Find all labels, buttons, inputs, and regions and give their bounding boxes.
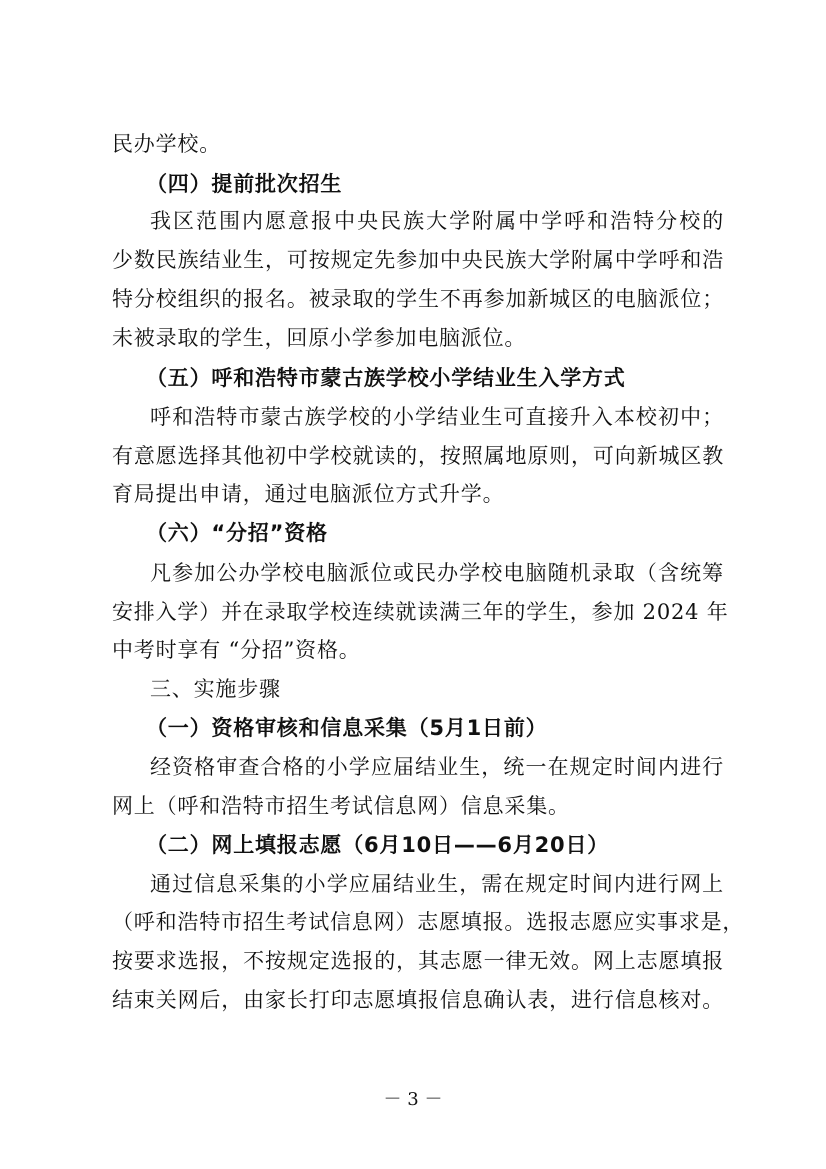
body-text-line: 民办学校。 xyxy=(112,132,221,156)
section-heading-4: （四）提前批次招生 xyxy=(146,172,343,196)
body-text-line: 特分校组织的报名。被录取的学生不再参加新城区的电脑派位； xyxy=(112,287,724,311)
body-text-line: 按要求选报，不按规定选报的，其志愿一律无效。网上志愿填报 xyxy=(112,949,724,973)
body-text-line: （呼和浩特市招生考试信息网）志愿填报。选报志愿应实事求是， xyxy=(112,910,745,934)
body-text-line: 安排入学）并在录取学校连续就读满三年的学生，参加 2024 年 xyxy=(112,600,729,624)
body-text-line: 育局提出申请，通过电脑派位方式升学。 xyxy=(112,482,505,506)
body-text-line: 有意愿选择其他初中学校就读的，按照属地原则，可向新城区教 xyxy=(112,444,724,468)
section-heading-5: （五）呼和浩特市蒙古族学校小学结业生入学方式 xyxy=(146,366,626,390)
body-text-line: 未被录取的学生，回原小学参加电脑派位。 xyxy=(112,326,527,350)
body-text-line: 通过信息采集的小学应届结业生，需在规定时间内进行网上 xyxy=(150,872,724,896)
step-heading-1: （一）资格审核和信息采集（5月1日前） xyxy=(146,716,548,740)
body-text-line: 网上（呼和浩特市招生考试信息网）信息采集。 xyxy=(112,794,570,818)
body-text-line: 中考时享有 “分招”资格。 xyxy=(112,638,361,662)
chapter-heading-3: 三、实施步骤 xyxy=(150,677,281,701)
body-text-line: 少数民族结业生，可按规定先参加中央民族大学附属中学呼和浩 xyxy=(112,248,724,272)
body-text-line: 凡参加公办学校电脑派位或民办学校电脑随机录取（含统筹 xyxy=(150,561,724,585)
body-text-line: 我区范围内愿意报中央民族大学附属中学呼和浩特分校的 xyxy=(150,209,724,233)
body-text-line: 呼和浩特市蒙古族学校的小学结业生可直接升入本校初中； xyxy=(150,405,724,429)
body-text-line: 经资格审查合格的小学应届结业生，统一在规定时间内进行 xyxy=(150,755,724,779)
page-number: － 3 － xyxy=(383,1089,443,1110)
body-text-line: 结束关网后，由家长打印志愿填报信息确认表，进行信息核对。 xyxy=(112,988,724,1012)
step-heading-2: （二）网上填报志愿（6月10日——6月20日） xyxy=(146,833,610,857)
section-heading-6: （六）“分招”资格 xyxy=(146,521,328,545)
